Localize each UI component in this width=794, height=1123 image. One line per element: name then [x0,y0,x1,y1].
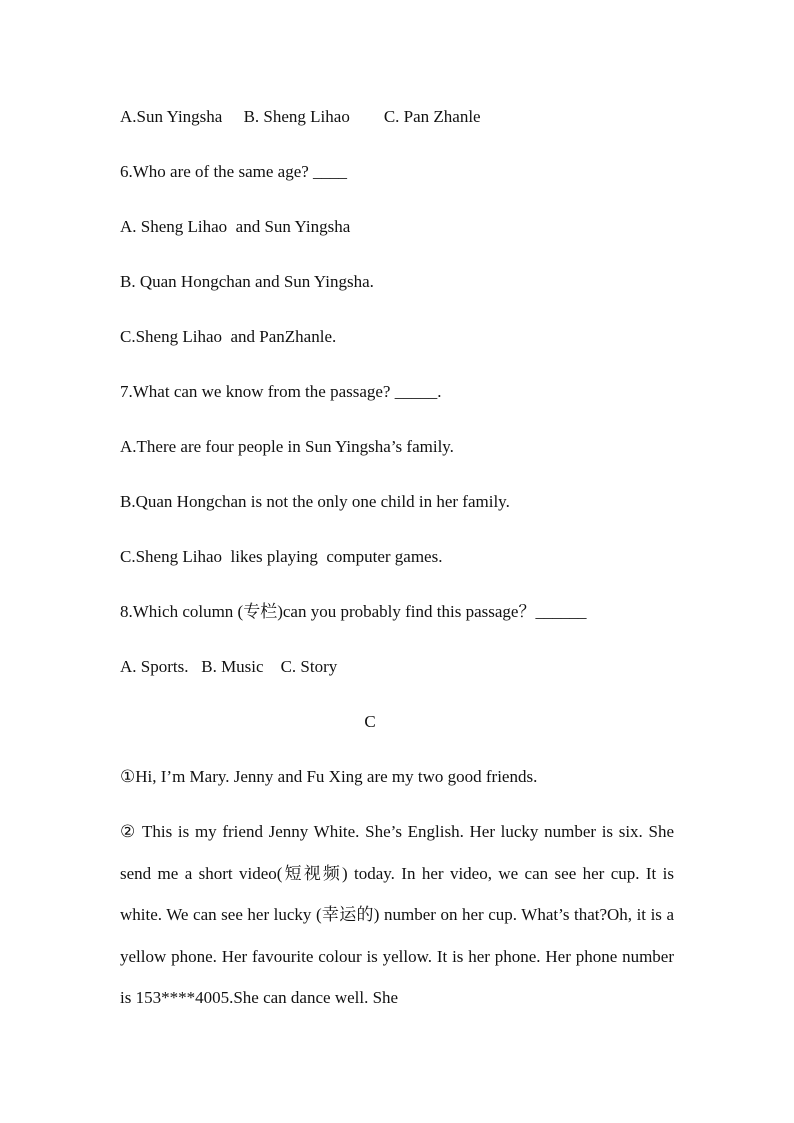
passage-paragraph-2: ② This is my friend Jenny White. She’s English. Her lucky number is six. She send me a short video(短视频) today. In her video, we can see her cup. It is white. We can see her lucky (幸运的) number on her cup. What’s that?Oh, it is a yellow phone. Her favourite colour is yellow. It is her phone. Her phone number is 153****4005.She can dance well. She [120,822,674,1007]
section-heading: C [364,712,376,731]
question-6-option-a: A. Sheng Lihao and Sun Yingsha [120,217,351,236]
question-7-option-b: B.Quan Hongchan is not the only one child in her family. [120,492,510,511]
question-5-options: A.Sun Yingsha B. Sheng Lihao C. Pan Zhanle [120,107,481,126]
question-7-option-c: C.Sheng Lihao likes playing computer games. [120,547,443,566]
passage-paragraph-1: ①Hi, I’m Mary. Jenny and Fu Xing are my two good friends. [120,767,538,786]
question-7-option-a: A.There are four people in Sun Yingsha’s family. [120,437,454,456]
question-6-text: 6.Who are of the same age? ____ [120,162,348,181]
question-7-text: 7.What can we know from the passage? _____. [120,382,442,401]
question-8-options: A. Sports. B. Music C. Story [120,657,338,676]
question-8-text: 8.Which column (专栏)can you probably find this passage？______ [120,602,587,621]
question-6-option-b: B. Quan Hongchan and Sun Yingsha. [120,272,374,291]
question-6-option-c: C.Sheng Lihao and PanZhanle. [120,327,337,346]
